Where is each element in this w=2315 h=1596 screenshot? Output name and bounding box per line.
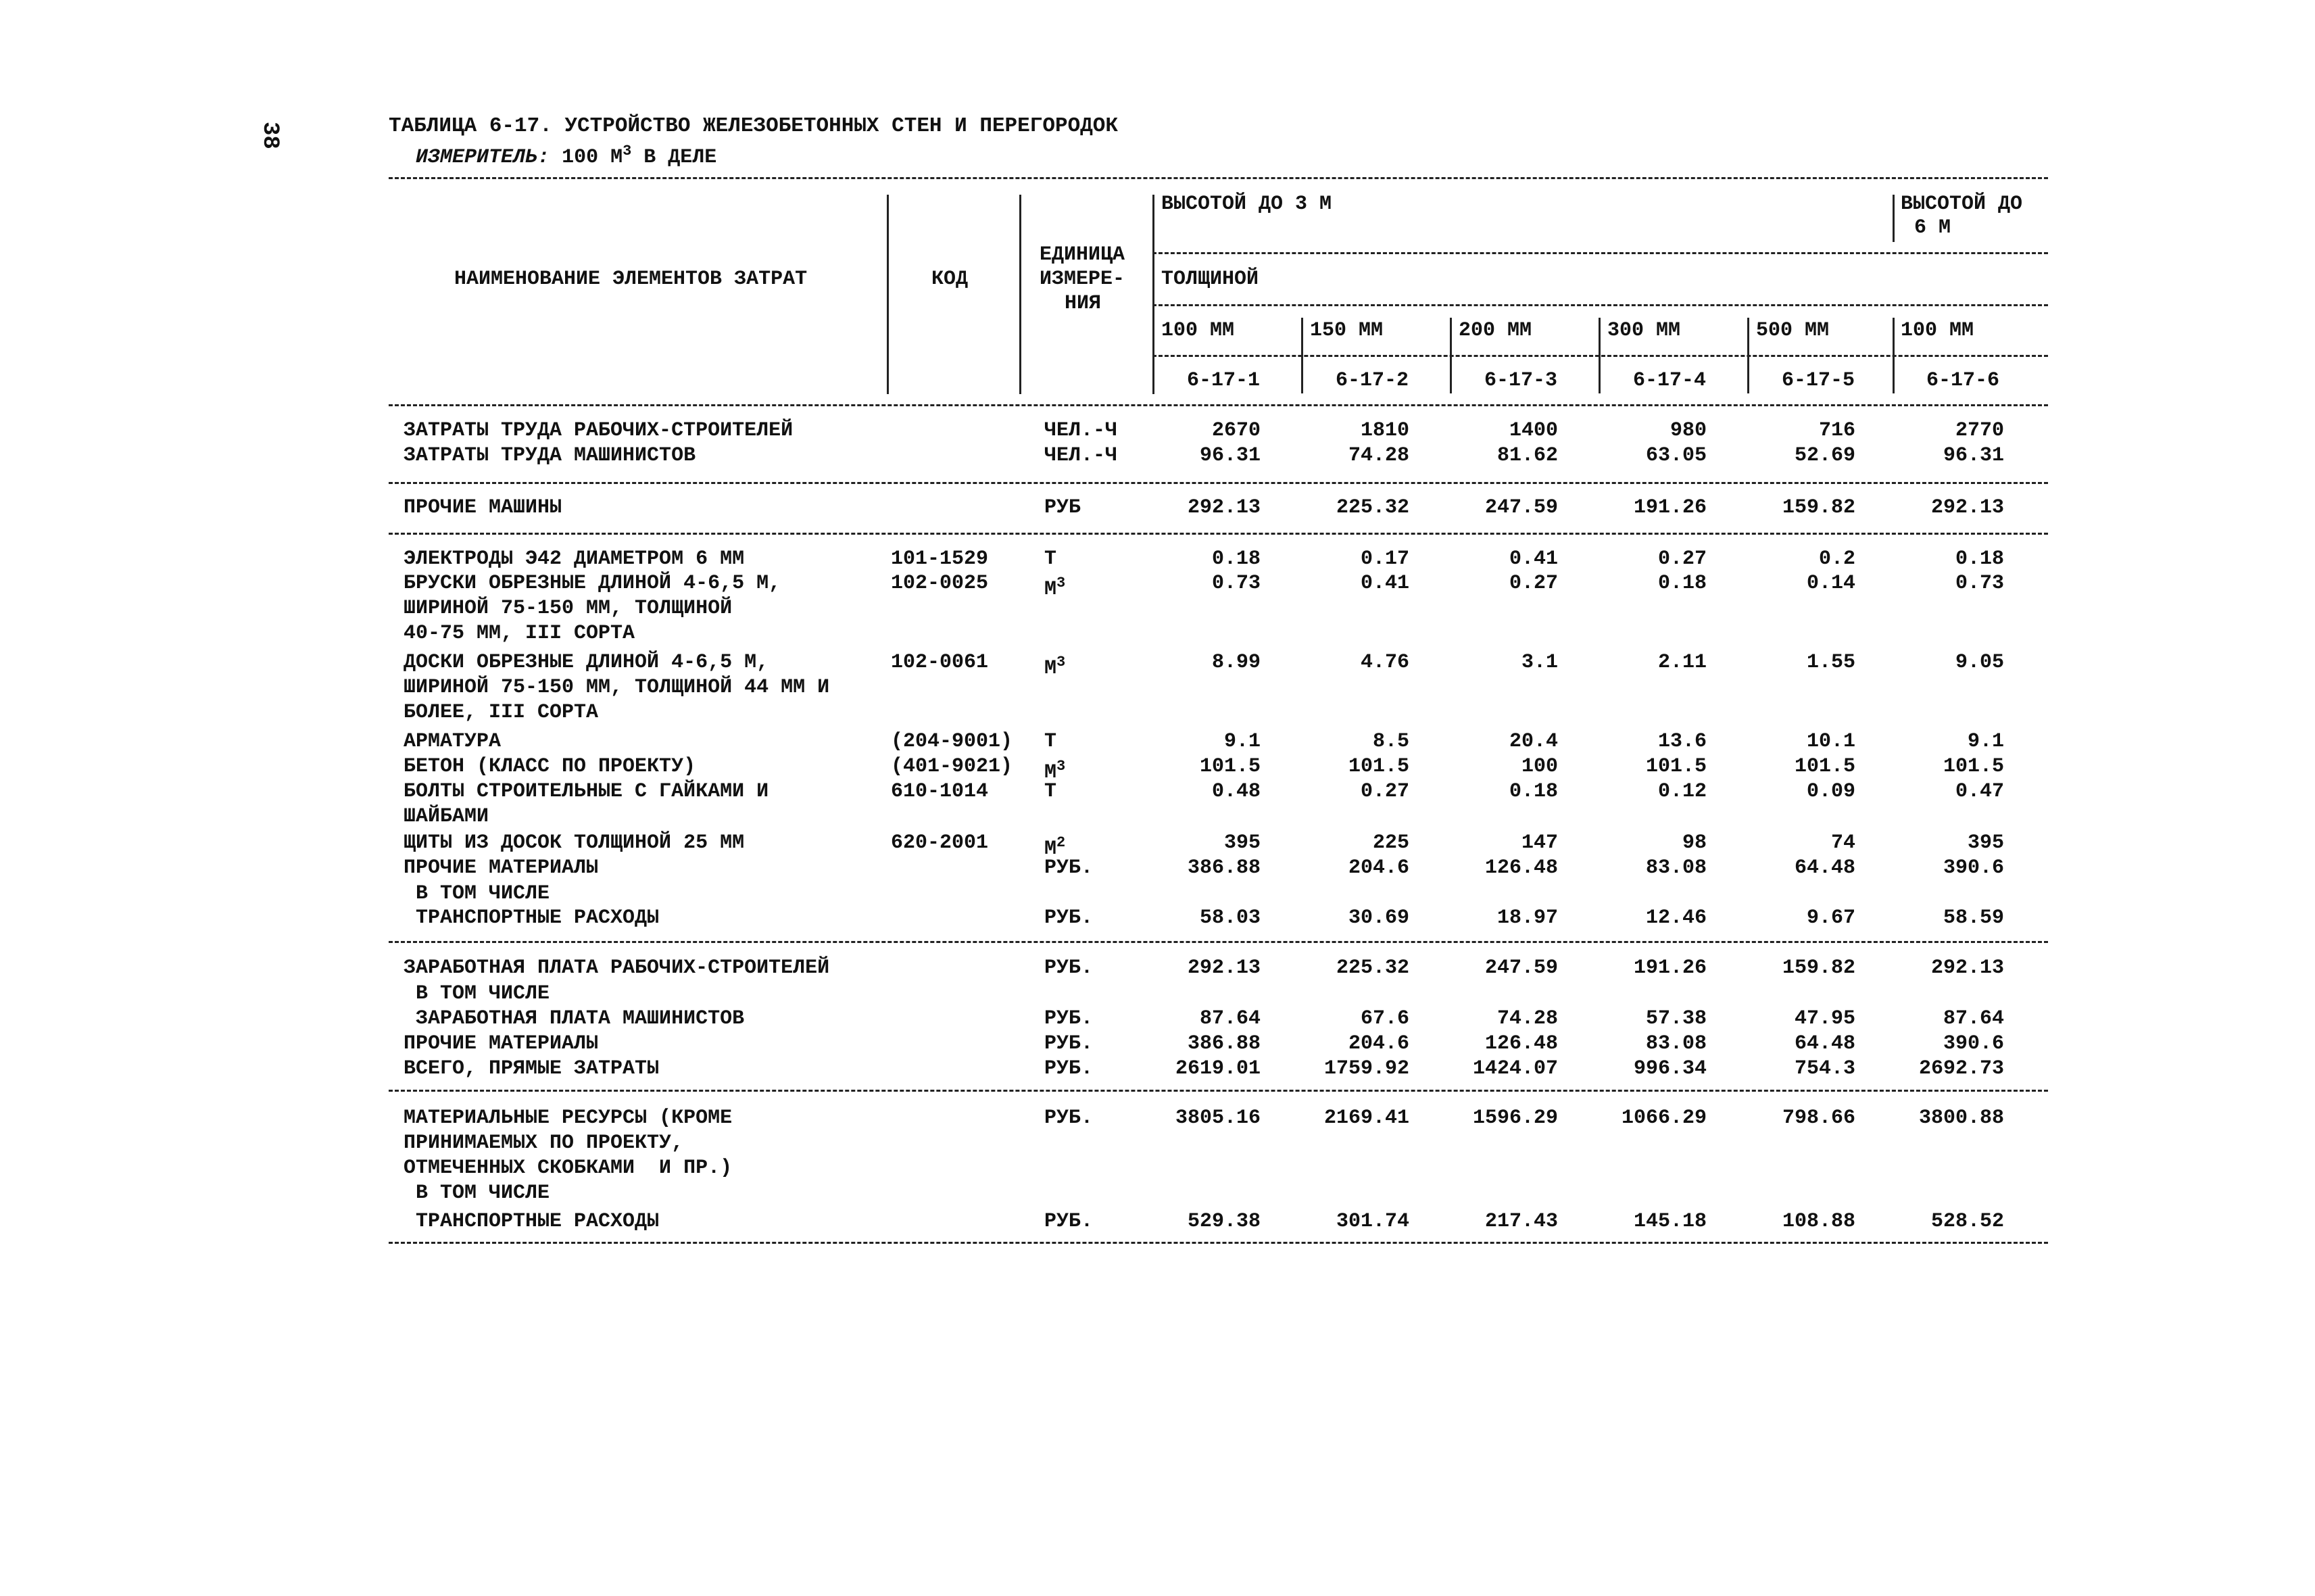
row-value-2: 1759.92 — [1323, 1057, 1409, 1080]
row-unit — [1044, 419, 1117, 442]
row-name-line: ПРОЧИЕ МАТЕРИАЛЫ — [404, 856, 599, 879]
row-value-4: 0.27 — [1657, 548, 1707, 571]
row-unit-text: Т — [1044, 780, 1057, 803]
row-value-4: 57.38 — [1645, 1007, 1707, 1030]
row-value-5: 1.55 — [1806, 651, 1855, 674]
row-value-5: 108.88 — [1782, 1210, 1855, 1233]
row-value-4: 191.26 — [1633, 496, 1707, 519]
row-value-5: 52.69 — [1794, 444, 1855, 467]
row-name-line: БОЛЕЕ, III СОРТА — [404, 701, 599, 724]
col-header-unit-3: НИЯ — [1065, 292, 1102, 315]
row-value-2: 0.41 — [1360, 572, 1409, 595]
row-value-4: 0.12 — [1657, 780, 1707, 803]
row-value-4: 101.5 — [1645, 755, 1707, 778]
row-value-4: 2.11 — [1657, 651, 1707, 674]
row-unit-text: РУБ. — [1044, 906, 1094, 929]
row-unit-text: М — [1044, 838, 1057, 861]
col-header-unit-1: ЕДИНИЦА — [1040, 243, 1125, 266]
row-value-6: 9.1 — [1967, 730, 2004, 753]
row-unit-sup: 2 — [1056, 834, 1066, 851]
row-unit — [1044, 780, 1056, 803]
row-code: (204-9001) — [891, 730, 1013, 753]
row-value-6: 528.52 — [1930, 1210, 2004, 1233]
row-unit — [1044, 1057, 1093, 1080]
row-value-2: 225.32 — [1336, 496, 1409, 519]
col-size-4: 300 ММ — [1607, 319, 1681, 342]
row-value-5: 9.67 — [1806, 906, 1855, 929]
row-value-1: 529.38 — [1187, 1210, 1261, 1233]
row-value-6: 9.05 — [1955, 651, 2004, 674]
col-code-3: 6-17-3 — [1484, 369, 1558, 392]
row-name-line: В ТОМ ЧИСЛЕ — [404, 1182, 550, 1205]
row-value-2: 101.5 — [1348, 755, 1409, 778]
vbar-2 — [1019, 195, 1021, 394]
row-code: 101-1529 — [891, 548, 989, 571]
row-name-line: ПРИНИМАЕМЫХ ПО ПРОЕКТУ, — [404, 1132, 684, 1155]
row-unit — [1044, 496, 1081, 519]
row-name-line: ЗАРАБОТНАЯ ПЛАТА РАБОЧИХ-СТРОИТЕЛЕЙ — [404, 957, 830, 980]
row-value-2: 225.32 — [1336, 957, 1409, 980]
row-unit-text: РУБ. — [1044, 1107, 1094, 1130]
row-value-5: 64.48 — [1794, 856, 1855, 879]
row-unit-text: М — [1044, 578, 1057, 601]
row-unit — [1044, 906, 1093, 929]
vbar-size-6 — [1893, 318, 1895, 393]
rule-header-end — [389, 404, 2048, 406]
row-value-6: 292.13 — [1930, 957, 2004, 980]
row-value-2: 204.6 — [1348, 856, 1409, 879]
row-value-1: 386.88 — [1187, 856, 1261, 879]
col-code-6: 6-17-6 — [1926, 369, 2000, 392]
row-value-1: 87.64 — [1199, 1007, 1261, 1030]
row-unit-text: РУБ. — [1044, 957, 1094, 980]
row-name-line: В ТОМ ЧИСЛЕ — [404, 982, 550, 1005]
row-value-6: 3800.88 — [1918, 1107, 2004, 1130]
row-unit — [1044, 1032, 1093, 1055]
row-name-line: ШИРИНОЙ 75-150 ММ, ТОЛЩИНОЙ 44 ММ И — [404, 676, 830, 699]
row-value-2: 0.27 — [1360, 780, 1409, 803]
row-name-line: ПРОЧИЕ МАТЕРИАЛЫ — [404, 1032, 599, 1055]
row-unit — [1044, 957, 1093, 980]
row-value-1: 101.5 — [1199, 755, 1261, 778]
rule-bottom — [389, 1242, 2048, 1244]
row-name-line: АРМАТУРА — [404, 730, 502, 753]
row-value-4: 996.34 — [1633, 1057, 1707, 1080]
col-header-code: КОД — [931, 268, 969, 291]
col-header-height3: ВЫСОТОЙ ДО 3 М — [1161, 193, 1332, 216]
vbar-4 — [1893, 195, 1895, 242]
measure-unit-value: 100 М — [562, 146, 623, 169]
row-value-4: 13.6 — [1657, 730, 1707, 753]
row-value-2: 74.28 — [1348, 444, 1409, 467]
row-value-6: 292.13 — [1930, 496, 2004, 519]
row-value-4: 83.08 — [1645, 856, 1707, 879]
row-unit-text: М — [1044, 657, 1057, 680]
row-unit-text: Т — [1044, 548, 1057, 571]
row-value-5: 798.66 — [1782, 1107, 1855, 1130]
row-value-5: 64.48 — [1794, 1032, 1855, 1055]
row-value-3: 81.62 — [1496, 444, 1558, 467]
row-value-1: 2619.01 — [1175, 1057, 1261, 1080]
measure-unit-label: ИЗМЕРИТЕЛЬ: — [416, 146, 550, 169]
row-value-1: 395 — [1223, 831, 1261, 854]
vbar-size-5 — [1747, 318, 1749, 393]
row-code: 610-1014 — [891, 780, 989, 803]
row-unit — [1044, 1107, 1093, 1130]
row-value-4: 0.18 — [1657, 572, 1707, 595]
col-header-thickness: ТОЛЩИНОЙ — [1161, 268, 1259, 291]
vbar-1 — [887, 195, 889, 394]
row-value-2: 4.76 — [1360, 651, 1409, 674]
row-value-2: 0.17 — [1360, 548, 1409, 571]
row-value-5: 0.2 — [1818, 548, 1855, 571]
row-value-6: 2692.73 — [1918, 1057, 2004, 1080]
row-name-line: ЗАРАБОТНАЯ ПЛАТА МАШИНИСТОВ — [404, 1007, 745, 1030]
row-value-3: 20.4 — [1509, 730, 1558, 753]
row-value-1: 0.18 — [1211, 548, 1261, 571]
row-unit — [1044, 1210, 1093, 1233]
row-value-5: 754.3 — [1794, 1057, 1855, 1080]
row-value-5: 47.95 — [1794, 1007, 1855, 1030]
row-value-6: 0.47 — [1955, 780, 2004, 803]
row-value-3: 247.59 — [1484, 957, 1558, 980]
row-unit-text: РУБ. — [1044, 1007, 1094, 1030]
row-name-line: БРУСКИ ОБРЕЗНЫЕ ДЛИНОЙ 4-6,5 М, — [404, 572, 781, 595]
row-name-line: ВСЕГО, ПРЯМЫЕ ЗАТРАТЫ — [404, 1057, 660, 1080]
col-header-height6-line1: ВЫСОТОЙ ДО — [1901, 193, 2023, 216]
row-value-4: 83.08 — [1645, 1032, 1707, 1055]
row-value-2: 8.5 — [1372, 730, 1409, 753]
row-unit — [1044, 548, 1056, 571]
measure-unit — [416, 140, 716, 169]
row-unit-text: Т — [1044, 730, 1057, 753]
row-value-1: 0.48 — [1211, 780, 1261, 803]
row-name-line: БЕТОН (КЛАСС ПО ПРОЕКТУ) — [404, 755, 696, 778]
row-unit-text: РУБ. — [1044, 856, 1094, 879]
row-value-3: 3.1 — [1521, 651, 1558, 674]
col-code-2: 6-17-2 — [1336, 369, 1409, 392]
row-value-6: 101.5 — [1943, 755, 2004, 778]
row-unit-text: РУБ. — [1044, 1057, 1094, 1080]
row-value-3: 1596.29 — [1472, 1107, 1558, 1130]
vbar-size-4 — [1599, 318, 1601, 393]
row-name-line: ПРОЧИЕ МАШИНЫ — [404, 496, 562, 519]
row-value-1: 292.13 — [1187, 957, 1261, 980]
vbar-size-2 — [1301, 318, 1303, 393]
row-value-1: 9.1 — [1223, 730, 1261, 753]
row-unit-text: М — [1044, 761, 1057, 784]
row-value-4: 145.18 — [1633, 1210, 1707, 1233]
row-value-4: 191.26 — [1633, 957, 1707, 980]
row-value-3: 0.18 — [1509, 780, 1558, 803]
row-value-1: 2670 — [1211, 419, 1261, 442]
row-unit — [1044, 572, 1065, 601]
row-value-4: 98 — [1682, 831, 1707, 854]
row-name-line: ШАЙБАМИ — [404, 805, 489, 828]
row-unit — [1044, 1007, 1093, 1030]
row-name-line: МАТЕРИАЛЬНЫЕ РЕСУРСЫ (КРОМЕ — [404, 1107, 733, 1130]
row-value-3: 74.28 — [1496, 1007, 1558, 1030]
row-name-line: ЭЛЕКТРОДЫ Э42 ДИАМЕТРОМ 6 ММ — [404, 548, 745, 571]
row-value-1: 58.03 — [1199, 906, 1261, 929]
row-value-1: 386.88 — [1187, 1032, 1261, 1055]
row-value-2: 67.6 — [1360, 1007, 1409, 1030]
row-value-5: 74 — [1830, 831, 1855, 854]
row-value-3: 126.48 — [1484, 856, 1558, 879]
row-value-2: 225 — [1372, 831, 1409, 854]
row-code: 102-0061 — [891, 651, 989, 674]
row-value-3: 18.97 — [1496, 906, 1558, 929]
row-name-line: ОТМЕЧЕННЫХ СКОБКАМИ И ПР.) — [404, 1157, 733, 1180]
rule-header-2 — [1152, 304, 2048, 306]
row-value-1: 8.99 — [1211, 651, 1261, 674]
col-header-height6-line2: 6 М — [1914, 216, 1951, 239]
col-header-name: НАИМЕНОВАНИЕ ЭЛЕМЕНТОВ ЗАТРАТ — [454, 268, 808, 291]
row-name-line: ЗАТРАТЫ ТРУДА РАБОЧИХ-СТРОИТЕЛЕЙ — [404, 419, 794, 442]
row-unit-text: ЧЕЛ.-Ч — [1044, 419, 1118, 442]
row-value-2: 1810 — [1360, 419, 1409, 442]
row-value-6: 390.6 — [1943, 1032, 2004, 1055]
row-value-3: 1424.07 — [1472, 1057, 1558, 1080]
vbar-3 — [1152, 195, 1154, 394]
row-unit-text: РУБ. — [1044, 1032, 1094, 1055]
col-size-2: 150 ММ — [1310, 319, 1384, 342]
row-value-6: 2770 — [1955, 419, 2004, 442]
row-name-line: ЗАТРАТЫ ТРУДА МАШИНИСТОВ — [404, 444, 696, 467]
row-value-5: 159.82 — [1782, 496, 1855, 519]
row-value-5: 0.14 — [1806, 572, 1855, 595]
row-value-5: 10.1 — [1806, 730, 1855, 753]
row-value-3: 147 — [1521, 831, 1558, 854]
row-name-line: ТРАНСПОРТНЫЕ РАСХОДЫ — [404, 906, 660, 929]
row-unit-sup: 3 — [1056, 575, 1066, 591]
row-value-2: 30.69 — [1348, 906, 1409, 929]
row-unit-text: ЧЕЛ.-Ч — [1044, 444, 1118, 467]
row-value-6: 96.31 — [1943, 444, 2004, 467]
rule-section-4 — [389, 1090, 2048, 1092]
row-code: 620-2001 — [891, 831, 989, 854]
row-value-3: 100 — [1521, 755, 1558, 778]
col-header-unit-2: ИЗМЕРЕ- — [1040, 268, 1125, 291]
row-value-3: 1400 — [1509, 419, 1558, 442]
row-value-3: 126.48 — [1484, 1032, 1558, 1055]
table-title: ТАБЛИЦА 6-17. УСТРОЙСТВО ЖЕЛЕЗОБЕТОННЫХ СТЕН И ПЕРЕГОРОДОК — [389, 114, 1118, 138]
row-value-5: 716 — [1818, 419, 1855, 442]
row-value-3: 247.59 — [1484, 496, 1558, 519]
row-value-1: 3805.16 — [1175, 1107, 1261, 1130]
vbar-size-3 — [1450, 318, 1452, 393]
row-value-6: 0.73 — [1955, 572, 2004, 595]
row-unit — [1044, 444, 1117, 467]
row-value-1: 0.73 — [1211, 572, 1261, 595]
page-number: 38 — [257, 122, 283, 149]
row-code: 102-0025 — [891, 572, 989, 595]
col-code-1: 6-17-1 — [1187, 369, 1261, 392]
row-value-3: 0.27 — [1509, 572, 1558, 595]
rule-section-3 — [389, 941, 2048, 943]
row-unit-sup: 3 — [1056, 654, 1066, 671]
row-name-line: ШИРИНОЙ 75-150 ММ, ТОЛЩИНОЙ — [404, 597, 733, 620]
row-value-5: 0.09 — [1806, 780, 1855, 803]
row-unit-text: РУБ — [1044, 496, 1081, 519]
row-code: (401-9021) — [891, 755, 1013, 778]
col-size-3: 200 ММ — [1459, 319, 1532, 342]
measure-unit-sup: 3 — [623, 143, 632, 160]
row-value-4: 1066.29 — [1621, 1107, 1707, 1130]
row-value-6: 58.59 — [1943, 906, 2004, 929]
row-name-line: 40-75 ММ, III СОРТА — [404, 622, 635, 645]
col-size-1: 100 ММ — [1161, 319, 1235, 342]
row-value-4: 980 — [1670, 419, 1707, 442]
measure-unit-suffix: В ДЕЛЕ — [643, 146, 717, 169]
row-value-2: 204.6 — [1348, 1032, 1409, 1055]
col-code-4: 6-17-4 — [1633, 369, 1707, 392]
row-name-line: ТРАНСПОРТНЫЕ РАСХОДЫ — [404, 1210, 660, 1233]
row-value-3: 217.43 — [1484, 1210, 1558, 1233]
row-value-4: 63.05 — [1645, 444, 1707, 467]
rule-section-1 — [389, 482, 2048, 484]
row-unit-text: РУБ. — [1044, 1210, 1094, 1233]
row-value-5: 159.82 — [1782, 957, 1855, 980]
row-unit — [1044, 856, 1093, 879]
rule-top — [389, 177, 2048, 179]
row-value-1: 96.31 — [1199, 444, 1261, 467]
row-value-5: 101.5 — [1794, 755, 1855, 778]
rule-section-2 — [389, 533, 2048, 535]
row-name-line: ЩИТЫ ИЗ ДОСОК ТОЛЩИНОЙ 25 ММ — [404, 831, 745, 854]
col-size-5: 500 ММ — [1756, 319, 1830, 342]
row-value-3: 0.41 — [1509, 548, 1558, 571]
row-value-6: 0.18 — [1955, 548, 2004, 571]
col-code-5: 6-17-5 — [1782, 369, 1855, 392]
row-value-1: 292.13 — [1187, 496, 1261, 519]
row-unit — [1044, 730, 1056, 753]
col-size-6: 100 ММ — [1901, 319, 1974, 342]
row-name-line: В ТОМ ЧИСЛЕ — [404, 882, 550, 905]
row-value-6: 390.6 — [1943, 856, 2004, 879]
rule-header-1 — [1152, 252, 2048, 254]
row-name-line: БОЛТЫ СТРОИТЕЛЬНЫЕ С ГАЙКАМИ И — [404, 780, 769, 803]
row-value-2: 301.74 — [1336, 1210, 1409, 1233]
row-value-2: 2169.41 — [1323, 1107, 1409, 1130]
row-name-line: ДОСКИ ОБРЕЗНЫЕ ДЛИНОЙ 4-6,5 М, — [404, 651, 769, 674]
row-value-6: 395 — [1967, 831, 2004, 854]
row-value-6: 87.64 — [1943, 1007, 2004, 1030]
row-unit — [1044, 651, 1065, 680]
row-unit-sup: 3 — [1056, 758, 1066, 775]
row-value-4: 12.46 — [1645, 906, 1707, 929]
